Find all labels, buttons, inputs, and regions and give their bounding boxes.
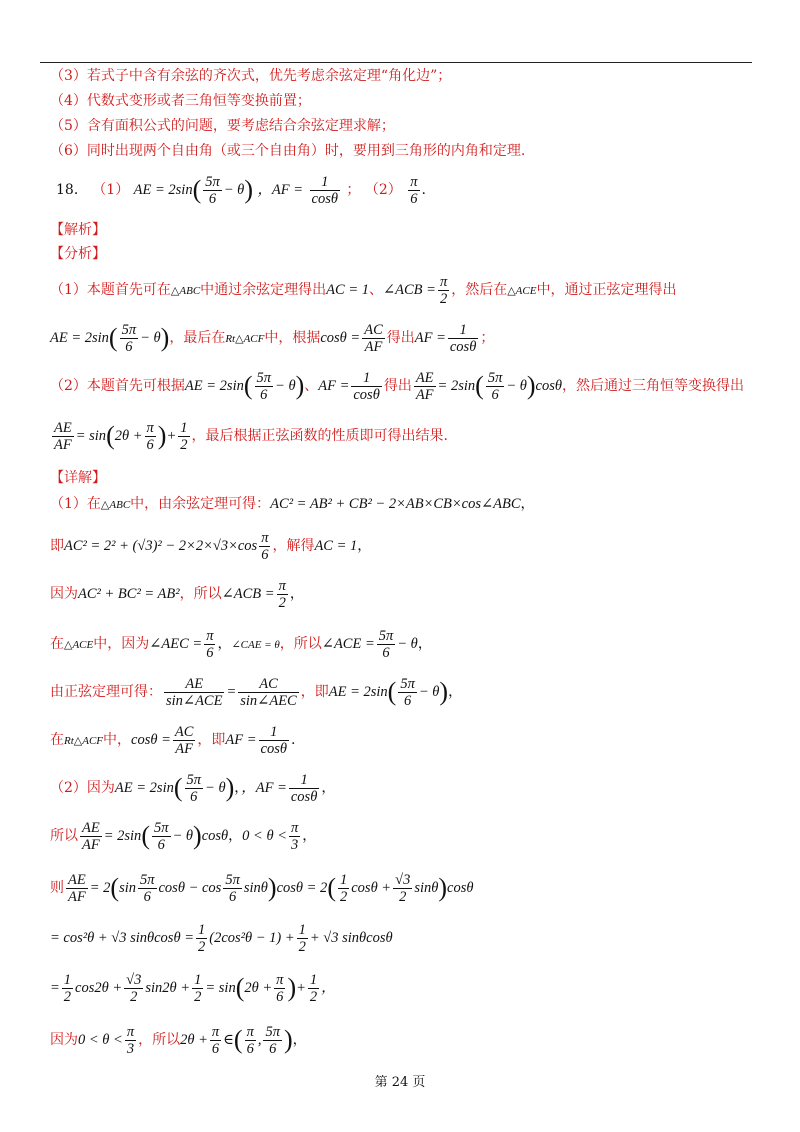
answer-af-fraction: $\frac{1}{\cos\theta}$ [311, 173, 338, 207]
note-4: （4）代数式变形或者三角恒等变换前置； [50, 93, 311, 109]
detail-line-5: 由正弦定理可得： $\frac{AE}{\text{sin∠ACE}}$ = $\frac{AC}{\text{sin∠AEC}}$ ，即AE = 2sin( $\frac{5\pi}{6}$ − θ)， [50, 675, 463, 709]
detail-line-7: （2）因为AE = 2sin( $\frac{5\pi}{6}$ − θ)，，AF = $\frac{1}{\cos\theta}$ ， [50, 771, 336, 805]
detail-line-3: 因为AC² + BC² = AB²，所以∠ACB = $\frac{\pi}{2}$ ， [50, 577, 304, 611]
detail-line-12: 因为0 < θ < $\frac{\pi}{3}$ ，所以2θ + $\frac{\pi}{6}$ ∈( $\frac{\pi}{6}$ , $\frac{5\pi}{6}$ )， [50, 1023, 307, 1057]
answer-part2-fraction: $\frac{\pi}{6}$ [410, 173, 418, 207]
answer-18 [56, 172, 426, 208]
analysis-line-4: $\frac{AE}{AF}$ = sin(2θ + $\frac{\pi}{6}$ )+ $\frac{1}{2}$ ，最后根据正弦函数的性质即可得出结果. [54, 419, 448, 453]
detail-line-2: 即AC² = 2² + (√3)² − 2×2×√3×cos $\frac{\pi}{6}$ ，解得AC = 1， [50, 529, 372, 563]
answer-end: . [421, 182, 426, 198]
detail-line-9: 则 $\frac{AE}{AF}$ = 2(sin $\frac{5\pi}{6}$ cosθ − cos $\frac{5\pi}{6}$ sinθ)cosθ = 2( $\frac{1}{2}$ cosθ + $\frac{√3}{2}$ sinθ)cosθ [50, 871, 474, 905]
question-number: 18． [56, 182, 88, 198]
section-jiexi: 【解析】 [50, 222, 106, 238]
answer-ae-fraction: $\frac{5\pi}{6}$ [205, 173, 220, 207]
section-fenxi: 【分析】 [50, 246, 106, 262]
analysis-line-1: （1）本题首先可在△ABC中通过余弦定理得出AC = 1、∠ACB = $\frac{\pi}{2}$ ，然后在△ACE中，通过正弦定理得出 [50, 273, 677, 307]
paren-open: ( [192, 175, 202, 204]
detail-line-8: 所以 $\frac{AE}{AF}$ = 2sin( $\frac{5\pi}{6}$ − θ)cosθ，0 < θ < $\frac{\pi}{3}$ ， [50, 819, 317, 853]
detail-line-1: （1）在△ABC中，由余弦定理可得：AC² = AB² + CB² − 2×AB×CB×cos∠ABC， [50, 496, 535, 512]
note-6: （6）同时出现两个自由角（或三个自由角）时，要用到三角形的内角和定理. [50, 143, 526, 159]
note-5: （5）含有面积公式的问题，要考虑结合余弦定理求解； [50, 118, 395, 134]
detail-line-4: 在△ACE中，因为∠AEC = $\frac{\pi}{6}$ ，∠CAE = θ，所以∠ACE = $\frac{5\pi}{6}$ − θ， [50, 627, 432, 661]
answer-ae: AE = 2sin [133, 182, 193, 198]
section-xiangjie: 【详解】 [50, 470, 106, 486]
analysis-line-3: （2）本题首先可根据AE = 2sin( $\frac{5\pi}{6}$ − θ)、AF = $\frac{1}{\cos\theta}$ 得出 $\frac{AE}{AF}$ = 2sin( $\frac{5\pi}{6}$ − θ)cosθ，然后通过三角恒等变换得出 [50, 369, 744, 403]
answer-af: ，AF = [257, 182, 304, 198]
answer-sep: ； [346, 182, 361, 198]
detail-line-11: = $\frac{1}{2}$ cos2θ + $\frac{√3}{2}$ sin2θ + $\frac{1}{2}$ = sin(2θ + $\frac{\pi}{6}$ )+ $\frac{1}{2}$ ， [50, 971, 336, 1005]
detail-line-10: = cos²θ + √3 sinθcosθ = $\frac{1}{2}$ (2cos²θ − 1) + $\frac{1}{2}$ + √3 sinθcosθ [50, 921, 393, 955]
answer-ae-tail: − θ [223, 182, 245, 198]
paren-close: ) [244, 175, 253, 204]
analysis-line-2: AE = 2sin( $\frac{5\pi}{6}$ − θ)，最后在Rt△ACF中，根据cosθ = $\frac{AC}{AF}$ 得出AF = $\frac{1}{\cos\theta}$ ； [50, 321, 495, 355]
answer-part1-label: （1） [92, 182, 130, 198]
detail-line-6: 在Rt△ACF中，cosθ = $\frac{AC}{AF}$ ，即AF = $\frac{1}{\cos\theta}$ . [50, 723, 296, 757]
header-rule [40, 62, 752, 63]
answer-part2-label: （2） [364, 182, 402, 198]
page-number: 第 24 页 [374, 1075, 426, 1090]
note-3: （3）若式子中含有余弦的齐次式，优先考虑余弦定理“角化边”； [50, 68, 452, 84]
